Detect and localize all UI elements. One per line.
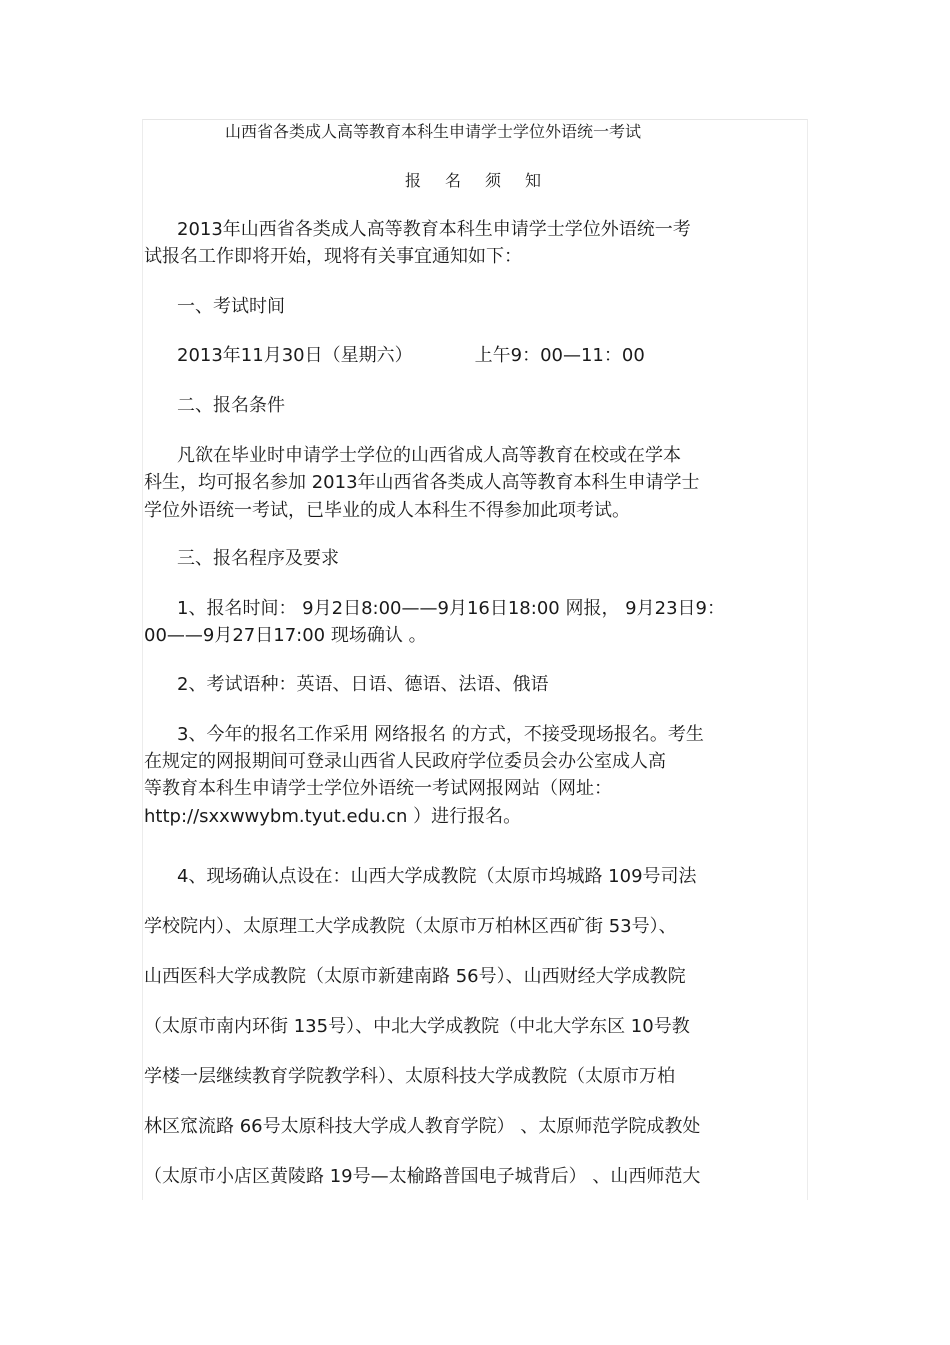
eligibility-line-1: 凡欲在毕业时申请学士学位的山西省成人高等教育在校或在学本 — [177, 445, 681, 466]
confirmation-sites-line-4: （太原市南内环街 135号）、中北大学成教院（中北大学东区 10号教 — [144, 1016, 690, 1037]
confirmation-sites-line-3: 山西医科大学成教院（太原市新建南路 56号）、山西财经大学成教院 — [144, 966, 686, 987]
exam-languages: 2、考试语种：英语、日语、德语、法语、俄语 — [177, 674, 549, 695]
registration-website-link[interactable]: http://sxxwwybm.tyut.edu.cn ）进行报名。 — [144, 806, 522, 827]
exam-hours: 上午9：00—11：00 — [474, 345, 645, 366]
confirmation-sites-line-2: 学校院内）、太原理工大学成教院（太原市万柏林区西矿街 53号）、 — [144, 916, 677, 937]
registration-time-line-2: 00——9月27日17:00 现场确认 。 — [144, 625, 427, 646]
document-subtitle: 报名须知 — [405, 171, 566, 190]
confirmation-sites-line-7: （太原市小店区黄陵路 19号—太榆路普国电子城背后） 、山西师范大 — [144, 1166, 701, 1187]
intro-line-1: 2013年山西省各类成人高等教育本科生申请学士学位外语统一考 — [177, 219, 691, 240]
registration-time-line-1: 1、报名时间： 9月2日8:00——9月16日18:00 网报， 9月23日9： — [177, 598, 725, 619]
section1-heading: 一、考试时间 — [177, 296, 285, 317]
confirmation-sites-line-5: 学楼一层继续教育学院教学科）、太原科技大学成教院（太原市万柏 — [144, 1066, 675, 1087]
online-registration-line-1: 3、今年的报名工作采用 网络报名 的方式，不接受现场报名。考生 — [177, 724, 704, 745]
exam-time-row — [177, 347, 841, 365]
exam-date: 2013年11月30日（星期六） — [177, 345, 413, 366]
document-title: 山西省各类成人高等教育本科生申请学士学位外语统一考试 — [225, 122, 642, 141]
eligibility-line-3: 学位外语统一考试，已毕业的成人本科生不得参加此项考试。 — [144, 500, 630, 521]
confirmation-sites-line-1: 4、现场确认点设在：山西大学成教院（太原市坞城路 109号司法 — [177, 866, 697, 887]
section2-heading: 二、报名条件 — [177, 395, 285, 416]
intro-line-2: 试报名工作即将开始，现将有关事宜通知如下： — [144, 246, 522, 267]
confirmation-sites-line-6: 林区窊流路 66号太原科技大学成人教育学院） 、太原师范学院成教处 — [144, 1116, 701, 1137]
page-frame — [142, 119, 808, 1200]
online-registration-line-3: 等教育本科生申请学士学位外语统一考试网报网站（网址： — [144, 778, 612, 799]
online-registration-line-2: 在规定的网报期间可登录山西省人民政府学位委员会办公室成人高 — [144, 751, 666, 772]
section3-heading: 三、报名程序及要求 — [177, 548, 339, 569]
eligibility-line-2: 科生，均可报名参加 2013年山西省各类成人高等教育本科生申请学士 — [144, 472, 700, 493]
